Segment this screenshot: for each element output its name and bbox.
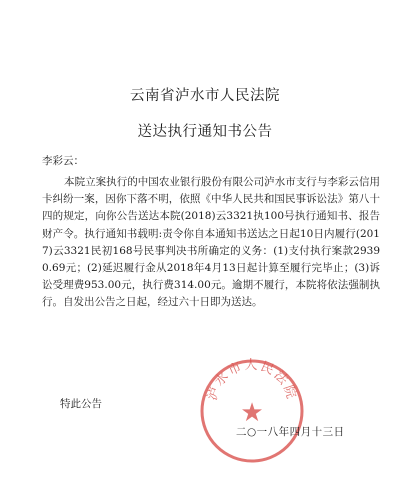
- addressee: 李彩云：: [42, 155, 84, 167]
- svg-text:★: ★: [240, 398, 264, 428]
- issue-date: 二○一八年四月十三日: [236, 426, 345, 438]
- closing-remark: 特此公告: [60, 398, 102, 410]
- court-seal-icon: [196, 355, 308, 467]
- court-name: 云南省泸水市人民法院: [130, 88, 280, 104]
- svg-text:泸水市人民法院: 泸水市人民法院: [204, 358, 300, 403]
- notice-body: 本院立案执行的中国农业银行股份有限公司泸水市支行与李彩云信用卡纠纷一案，因你下落不明，依照《中华人民共和国民事诉讼法》第八十四的规定，向你公告送达本院(2018)云3321执100号执行通知书、报告财产令。执行通知书载明:责令你自本通知书送达之日起10日内履行(2017)云3321民初168号民事判决书所确定的义务：(1)支付执行案款29390.69元；(2)延迟履行金从2018年4月13日起计算至履行完毕止；(3)诉讼受理费953.00元，执行费314.00元。逾期不履行，本院将依法强制执行。自发出公告之日起，经过六十日即为送达。: [42, 176, 380, 309]
- document-title: 送达执行通知书公告: [137, 124, 273, 140]
